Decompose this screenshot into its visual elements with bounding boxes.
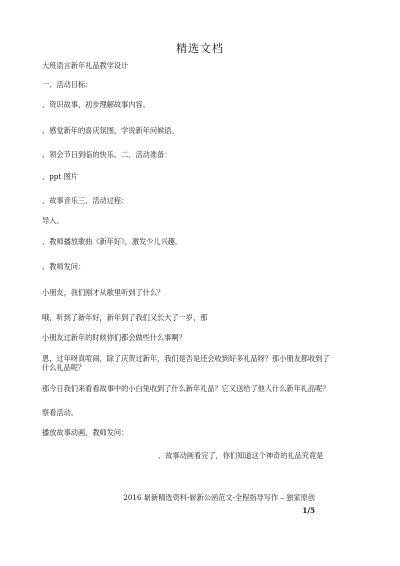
paragraph: 小朋友，我们刚才从歌里听到了什么？ [42,288,165,297]
paragraph: 播放故事动画，教师发问： [42,428,129,437]
page-number: 1/5 [302,506,315,515]
paragraph: 、感觉新年的喜庆氛围，学说新年问候语。 [42,126,179,135]
paragraph: 、故事动画看完了，你们知道这个神奇的礼品究竟是 [158,451,324,460]
paragraph: 、故事音乐三、活动过程： [42,196,129,205]
page-title: 精选文档 [176,42,224,55]
paragraph: 那今日我们来看看故事中的小白兔收到了什么新年礼品？它又送给了他人什么新年礼品呢？ [42,384,330,393]
paragraph: 、ppt 图片 [42,172,78,181]
paragraph: 导入。 [42,216,64,225]
lesson-title: 大班语言新年礼品教学设计 [42,61,129,70]
paragraph: 哦，听到了新年好，新年到了我们又长大了一岁、那 [42,313,208,322]
paragraph: 、教师发问： [42,262,86,271]
paragraph: 、教师播放歌曲《新年好》，激发少儿兴趣。 [42,237,183,246]
section-heading: 一、活动目标： [42,80,93,89]
paragraph: 、资识故事，初步理解故事内容。 [42,100,150,109]
paragraph: 恩，过年呀真喧闹，除了庆贺过新年，我们是否是还会收到好多礼品呀？那小朋友都收到了什么礼品呢？ [42,354,330,372]
paragraph: 察看活动。 [42,408,78,417]
paragraph: 小朋友过新年的时候你们都会做些什么事啊？ [42,333,186,342]
page-footer: 2016 崭新精选资料-崭新公函范文-全程指导写作 – 独家原创 [123,493,315,502]
paragraph: 、领会节日到临的快乐。二、活动准备： [42,150,172,159]
